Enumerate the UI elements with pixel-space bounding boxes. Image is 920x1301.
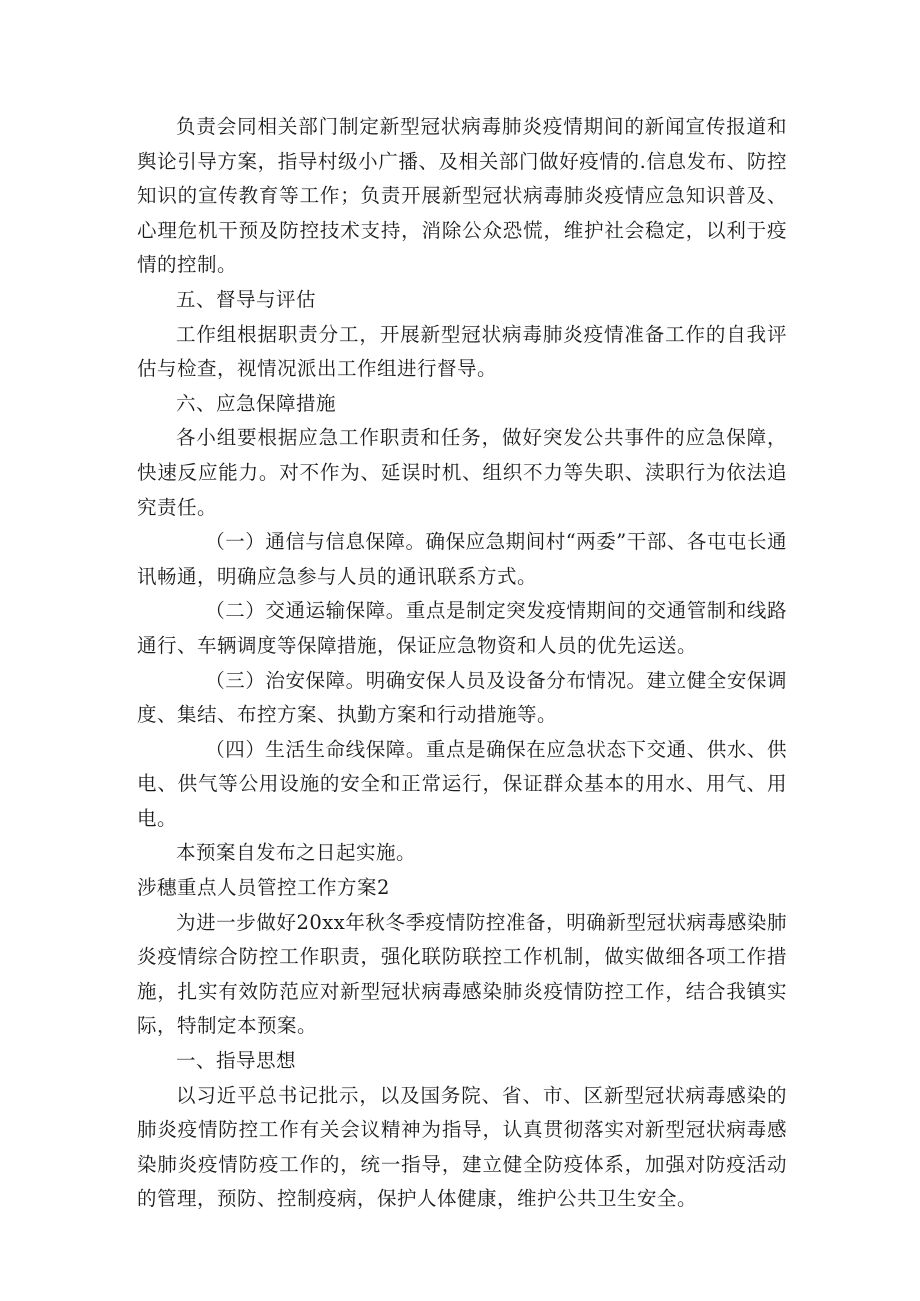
paragraph-effective-date: 本预案自发布之日起实施。 bbox=[176, 841, 417, 865]
paragraph-transport-support: （二）交通运输保障。重点是制定突发疫情期间的交通管制和线路通行、车辆调度等保障措施，保证应急物资和人员的优先运送。 bbox=[137, 599, 787, 657]
paragraph-emergency-support: 各小组要根据应急工作职责和任务，做好突发公共事件的应急保障，快速反应能力。对不作为、延误时机、组织不力等失职、渎职行为依法追究责任。 bbox=[137, 426, 787, 519]
document-body bbox=[137, 110, 787, 1217]
paragraph-news-publicity: 负责会同相关部门制定新型冠状病毒肺炎疫情期间的新闻宣传报道和舆论引导方案，指导村级小广播、及相关部门做好疫情的.信息发布、防控知识的宣传教育等工作；负责开展新型冠状病毒肺炎疫情应急知识普及、心理危机干预及防控技术支持，消除公众恐慌，维护社会稳定，以利于疫情的控制。 bbox=[137, 115, 787, 277]
paragraph-supervision: 工作组根据职责分工，开展新型冠状病毒肺炎疫情准备工作的自我评估与检查，视情况派出工作组进行督导。 bbox=[137, 322, 787, 381]
paragraph-communication-support: （一）通信与信息保障。确保应急期间村“两委”干部、各屯屯长通讯畅通，明确应急参与人员的通讯联系方式。 bbox=[137, 530, 787, 588]
document-title-plan-2: 涉穗重点人员管控工作方案2 bbox=[137, 876, 390, 900]
section-heading-supervision: 五、督导与评估 bbox=[176, 287, 317, 311]
paragraph-guiding-ideology: 以习近平总书记批示，以及国务院、省、市、区新型冠状病毒感染的肺炎疫情防控工作有关会议精神为指导，认真贯彻落实对新型冠状病毒感染肺炎疫情防疫工作的，统一指导，建立健全防疫体系，加强对防疫活动的管理，预防、控制疫病，保护人体健康，维护公共卫生安全。 bbox=[137, 1083, 787, 1211]
paragraph-plan-intro: 为进一步做好20xx年秋冬季疫情防控准备，明确新型冠状病毒感染肺炎疫情综合防控工作职责，强化联防联控工作机制，做实做细各项工作措施，扎实有效防范应对新型冠状病毒感染肺炎疫情防控工作，结合我镇实际，特制定本预案。 bbox=[137, 910, 787, 1038]
section-heading-emergency-support: 六、应急保障措施 bbox=[176, 391, 337, 415]
section-heading-guiding-ideology: 一、指导思想 bbox=[176, 1049, 297, 1073]
paragraph-security-support: （三）治安保障。明确安保人员及设备分布情况。建立健全安保调度、集结、布控方案、执勤方案和行动措施等。 bbox=[137, 668, 787, 727]
paragraph-lifeline-support: （四）生活生命线保障。重点是确保在应急状态下交通、供水、供电、供气等公用设施的安全和正常运行，保证群众基本的用水、用气、用电。 bbox=[137, 737, 787, 830]
